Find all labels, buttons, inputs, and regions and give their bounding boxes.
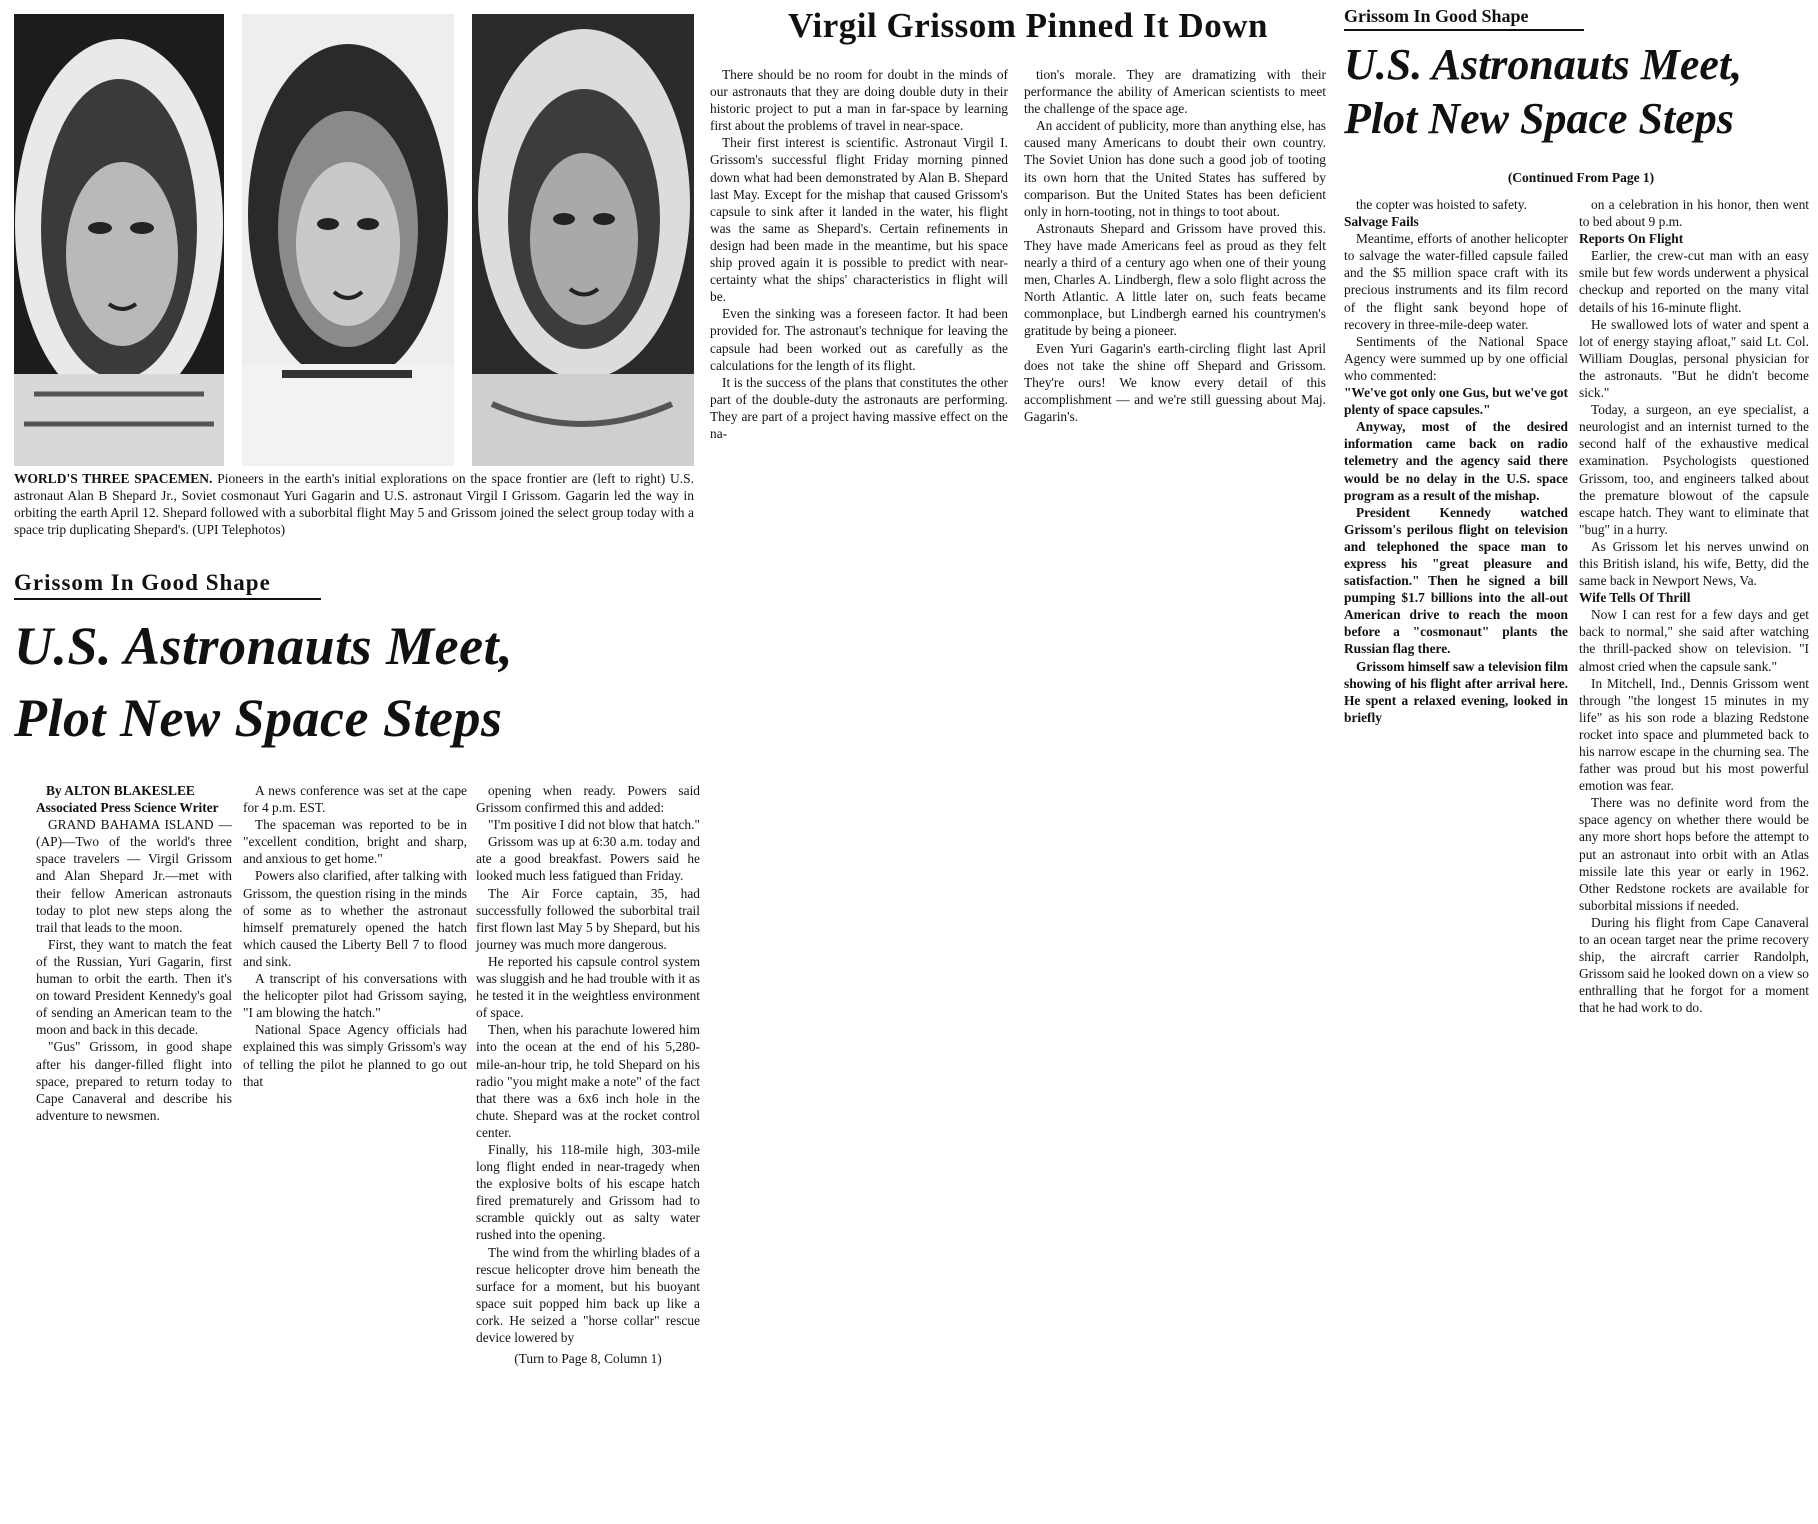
photo-caption-lead: WORLD'S THREE SPACEMEN.	[14, 471, 213, 486]
main-col1-p2: First, they want to match the feat of the Russian, Yuri Gagarin, first human to orbit the earth. Then it's on toward President Kennedy's goal of sending an American team to the moon and back in this decade.	[36, 936, 232, 1038]
photo-shepard	[14, 14, 224, 466]
main-col1-p1: GRAND BAHAMA ISLAND — (AP)—Two of the world's three space travelers — Virgil Grissom and Alan Shepard Jr.—met with their fellow American astronauts today to plot new steps along the trail that leads to the moon.	[36, 817, 232, 935]
cont-col1-paragraph: "We've got only one Gus, but we've got plenty of space capsules."	[1344, 385, 1568, 418]
editorial-col1-p4: It is the success of the plans that constitutes the other part of the double-duty the astronauts are performing. They are part of a project having massive effect on the na-	[710, 374, 1008, 441]
main-col2-p1: A news conference was set at the cape for 4 p.m. EST.	[243, 783, 467, 816]
main-story-headline-line1: U.S. Astronauts Meet,	[14, 616, 514, 676]
editorial-col2-p4: Even Yuri Gagarin's earth-circling flight last April does not take the shine off Shepard and Grissom. They're ours! We know every detail of this accomplishment — and we're still guessing about Maj. Gagarin's.	[1024, 340, 1326, 424]
cont-col1-paragraph: Anyway, most of the desired information came back on radio telemetry and the agency said there would be no delay in the U.S. space program as a result of the mishap.	[1344, 419, 1568, 503]
editorial-column-1	[710, 66, 1008, 442]
cont-col2-paragraph: In Mitchell, Ind., Dennis Grissom went through "the longest 15 minutes in my life" as his son rode a blazing Redstone rocket into space and plummeted back to his narrow escape in the churning sea. The father was proud but his most powerful emotion was fear.	[1579, 675, 1809, 794]
editorial-headline: Virgil Grissom Pinned It Down	[788, 6, 1268, 45]
byline: By ALTON BLAKESLEE	[46, 783, 195, 798]
main-col3-p4: The Air Force captain, 35, had successfully followed the suborbital trail first flown last May 5 by Shepard, but his journey was much more dangerous.	[476, 885, 700, 952]
photo-caption-text: Pioneers in the earth's initial explorations on the space frontier are (left to right) U.S. astronaut Alan B Shepard Jr., Soviet cosmonaut Yuri Gagarin and U.S. astronaut Virgil I Grissom. Gagarin led the way in orbiting the earth April 12. Shepard followed with a suborbital flight May 5 and Grissom joined the select group today with a space trip duplicating Shepard's. (UPI Telephotos)	[14, 471, 695, 537]
main-col3-p7: Finally, his 118-mile high, 303-mile long flight ended in near-tragedy when the explosive bolts of his escape hatch fired prematurely and Grissom had to scramble quickly out as salty water rushed into the opening.	[476, 1141, 700, 1243]
main-col2-p4: A transcript of his conversations with the helicopter pilot had Grissom saying, "I am blowing the hatch."	[243, 971, 467, 1021]
continued-from-line: (Continued From Page 1)	[1507, 170, 1655, 185]
editorial-column-2	[1024, 66, 1326, 425]
main-col1-p3: "Gus" Grissom, in good shape after his danger-filled flight into space, prepared to return today to Cape Canaveral and describe his adventure to newsmen.	[36, 1039, 232, 1123]
cont-col1-paragraph: Meantime, efforts of another helicopter to salvage the water-filled capsule failed and the $5 million space craft with its precious instruments and its film record of the flight sank beyond hope of recovery in three-mile-deep water.	[1344, 231, 1568, 332]
cont-col1-paragraph: the copter was hoisted to safety.	[1356, 197, 1527, 212]
editorial-col2-p2: An accident of publicity, more than anything else, has caused many Americans to doubt their own country. The Soviet Union has done such a good job of tooting its own horn that the United States has suffered by comparison. But the United States has been deficient only in horn-tooting, not in things to toot about.	[1024, 118, 1326, 219]
cont-col1-paragraph: President Kennedy watched Grissom's perilous flight on television and telephoned the space man to express his "great pleasure and satisfaction." Then he signed a bill pumping $1.7 billions into the all-out American drive to reach the moon before a "cosmonaut" plants the Russian flag there.	[1344, 504, 1568, 657]
editorial-col1-p1: There should be no room for doubt in the minds of our astronauts that they are doing double duty in their historic project to put a man in far-space by learning first about the problems of travel in near-space.	[710, 67, 1008, 134]
byline-title: Associated Press Science Writer	[36, 800, 219, 816]
main-col3-p8: The wind from the whirling blades of a rescue helicopter drove him beneath the surface for a moment, but his buoyant space suit popped him back up like a cork. He seized a "horse collar" rescue device lowered by	[476, 1244, 700, 1345]
continuation-headline-line1: U.S. Astronauts Meet,	[1344, 40, 1743, 89]
main-col3-p6: Then, when his parachute lowered him into the ocean at the end of his 5,280-mile-an-hour trip, he told Shepard on his radio "you might make a note" of the fact that there was a 6x6 inch hole in the chute. Shepard was at the rocket control center.	[476, 1022, 700, 1140]
photo-caption	[14, 470, 694, 538]
cont-col1-paragraph: Grissom himself saw a television film showing of his flight after arrival here. He spent a relaxed evening, looked in briefly	[1344, 658, 1568, 725]
photo-gagarin	[242, 14, 454, 466]
editorial-col2-p3: Astronauts Shepard and Grissom have proved this. They have made Americans feel as proud as they felt nearly a third of a century ago when one of their young men, Charles A. Lindbergh, flew a solo flight across the North Atlantic. A little later on, such feats became commonplace, but Lindbergh earned his countrymen's gratitude by being a pioneer.	[1024, 220, 1326, 339]
editorial-col2-p1: tion's morale. They are dramatizing with their performance the ability of American scientists to meet the challenge of the space age.	[1024, 67, 1326, 117]
continuation-column-2	[1579, 196, 1809, 1017]
editorial-col1-p3: Even the sinking was a foreseen factor. It had been provided for. The astronaut's technique for leaving the capsule had been worked out as carefully as the calculations for the length of its flight.	[710, 306, 1008, 373]
main-col3-p2: "I'm positive I did not blow that hatch."	[488, 817, 700, 833]
main-story-column-3	[476, 782, 700, 1367]
continuation-kicker: Grissom In Good Shape	[1344, 6, 1584, 31]
main-col3-p1: opening when ready. Powers said Grissom confirmed this and added:	[476, 783, 700, 816]
continuation-column-1	[1344, 196, 1568, 726]
cont-col2-paragraph: on a celebration in his honor, then went to bed about 9 p.m.	[1579, 197, 1809, 230]
main-col2-p2: The spaceman was reported to be in "excellent condition, bright and sharp, and anxious to get home."	[243, 817, 467, 867]
main-story-column-1	[36, 782, 232, 1124]
editorial-col1-p2: Their first interest is scientific. Astronaut Virgil I. Grissom's successful flight Friday morning pinned down what had been demonstrated by Alan B. Shepard last May. Except for the mishap that caused Grissom's capsule to sink after it landed in the water, his flight was the same as Shepard's. Certain refinements in design had been made in the meantime, but his space ship proved again it is possible to predict with near-certainty what the ships' characteristics in flight will be.	[710, 135, 1008, 305]
main-story-column-2	[243, 782, 467, 1090]
cont-col2-paragraph: During his flight from Cape Canaveral to an ocean target near the prime recovery ship, the aircraft carrier Randolph, Grissom said he looked down on a view so enthralling that he forgot for a moment that he had work to do.	[1579, 914, 1809, 1016]
cont-col2-paragraph: There was no definite word from the space agency on whether there would be any more short hops before the attempt to put an astronaut into orbit with an Atlas missile late this year or early in 1962. Other Redstone rockets are available for suborbital missions if needed.	[1579, 795, 1809, 913]
photo-grissom	[472, 14, 694, 466]
jump-line: (Turn to Page 8, Column 1)	[514, 1351, 662, 1367]
main-col3-p3: Grissom was up at 6:30 a.m. today and ate a good breakfast. Powers said he looked much less fatigued than Friday.	[476, 834, 700, 884]
main-story-headline-line2: Plot New Space Steps	[14, 688, 503, 748]
cont-col2-paragraph: He swallowed lots of water and spent a lot of energy staying afloat," said Lt. Col. William Douglas, personal physician for the astronauts. "But he didn't become sick."	[1579, 316, 1809, 401]
continuation-headline-line2: Plot New Space Steps	[1344, 94, 1734, 143]
cont-col2-subhead: Wife Tells Of Thrill	[1579, 590, 1691, 606]
cont-col1-subhead: Salvage Fails	[1344, 214, 1419, 230]
cont-col1-paragraph: Sentiments of the National Space Agency were summed up by one official who commented:	[1344, 333, 1568, 383]
cont-col2-paragraph: Earlier, the crew-cut man with an easy smile but few words underwent a physical checkup and reported on the many vital details of his 16-minute flight.	[1579, 248, 1809, 315]
main-col3-p5: He reported his capsule control system was sluggish and he had trouble with it as he tested it in the weightless environment of space.	[476, 953, 700, 1021]
cont-col2-paragraph: Now I can rest for a few days and get back to normal," she said after watching the thrill-packed show on television. "I almost cried when the capsule sank."	[1579, 607, 1809, 674]
main-col2-p5: National Space Agency officials had explained this was simply Grissom's way of telling the pilot he planned to go out that	[243, 1022, 467, 1089]
cont-col2-paragraph: Today, a surgeon, an eye specialist, a neurologist and an internist turned to the second half of the exhaustive medical examination. Psychologists questioned Grissom, too, and engineers talked about the premature blowout of the capsule escape hatch. They want to eliminate that "bug" in a hurry.	[1579, 402, 1809, 537]
main-col2-p3: Powers also clarified, after talking with Grissom, the question rising in the minds of some as to whether the astronaut himself prematurely opened the hatch which caused the Liberty Bell 7 to flood and sink.	[243, 868, 467, 969]
cont-col2-subhead: Reports On Flight	[1579, 231, 1684, 247]
main-story-kicker: Grissom In Good Shape	[14, 570, 321, 600]
cont-col2-paragraph: As Grissom let his nerves unwind on this British island, his wife, Betty, did the same back in Newport News, Va.	[1579, 538, 1809, 589]
